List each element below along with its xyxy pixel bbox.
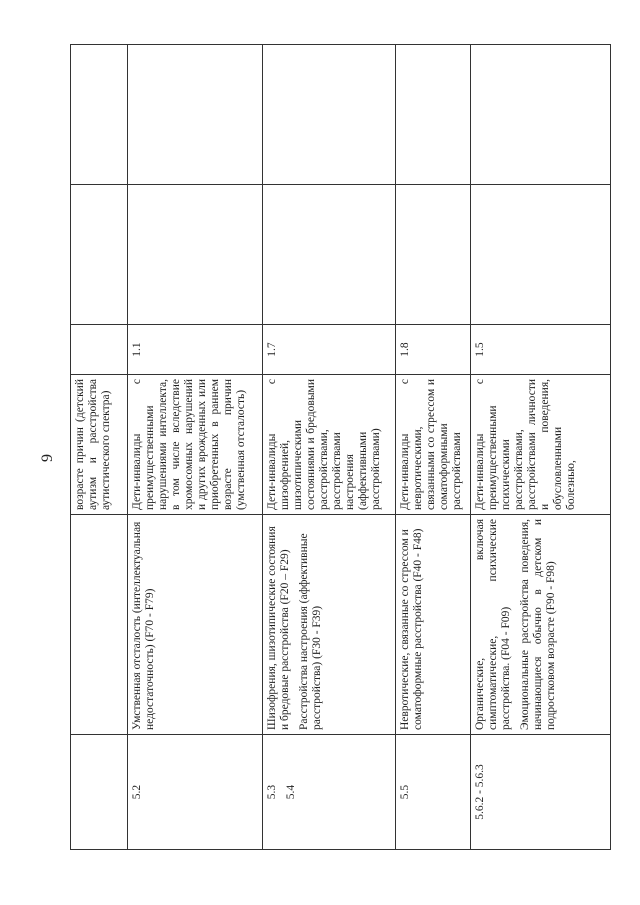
code-cell: 5.2 — [128, 735, 263, 850]
empty-cell — [471, 45, 611, 185]
empty-cell — [71, 185, 128, 325]
table-row — [396, 45, 471, 850]
category-cell: Дети-инвалиды с шизофренией, шизотипическими состояниями и бредовыми расстройствами, расстройствами настроения (аффективными расстройствами) — [263, 375, 396, 515]
diagnosis-text: Шизофрения, шизотипические состояния и бредовые расстройства (F20 – F29) — [266, 526, 291, 730]
code-text: 5.3 — [266, 784, 278, 800]
indicator-cell: 1.8 — [396, 325, 471, 375]
diagnosis-cell — [263, 515, 396, 735]
category-cell: возрасте причин (детский аутизм и расстройства аутистического спектра) — [71, 375, 128, 515]
empty-cell — [128, 185, 263, 325]
page-number: 9 — [39, 454, 56, 462]
empty-cell — [263, 45, 396, 185]
empty-cell — [471, 185, 611, 325]
category-cell: Дети-инвалиды с преимущественными психическими расстройствами, расстройствами личности и поведения, обусловленными болезнью, — [471, 375, 611, 515]
diagnosis-text-b: Расстройства настроения (аффективные расстройства) (F30 - F39) — [298, 533, 323, 730]
empty-cell — [128, 45, 263, 185]
category-cell: Дети-инвалиды с невротическими, связанными со стрессом и соматоформными расстройствами — [396, 375, 471, 515]
empty-cell — [396, 185, 471, 325]
code-cell: 5.5 — [396, 735, 471, 850]
diagnosis-cell — [71, 515, 128, 735]
empty-cell — [71, 45, 128, 185]
disability-table — [70, 44, 611, 850]
empty-cell — [263, 185, 396, 325]
indicator-cell: 1.1 — [128, 325, 263, 375]
indicator-cell: 1.7 — [263, 325, 396, 375]
diagnosis-cell: Умственная отсталость (интеллектуальная недостаточность) (F70 - F79) — [128, 515, 263, 735]
diagnosis-text: Органические, включая симптоматические, психические расстройства. (F04 - F09) — [474, 519, 512, 730]
table-row — [128, 45, 263, 850]
rotated-table-container — [70, 45, 610, 850]
code-cell — [71, 735, 128, 850]
indicator-cell: 1.5 — [471, 325, 611, 375]
diagnosis-cell — [471, 515, 611, 735]
table-row — [263, 45, 396, 850]
code-text-b: 5.4 — [285, 784, 297, 800]
diagnosis-text-b: Эмоциональные расстройства поведения, начинающиеся обычно в детском и подростковом возрасте (F90 - F98) — [519, 519, 557, 730]
indicator-cell — [71, 325, 128, 375]
diagnosis-cell: Невротические, связанные со стрессом и соматоформные расстройства (F40 - F48) — [396, 515, 471, 735]
empty-cell — [396, 45, 471, 185]
table-row — [71, 45, 128, 850]
category-cell: Дети-инвалиды с преимущественными нарушениями интеллекта, в том числе вследствие хромосомных нарушений и других врожденных или приобретенных в раннем возрасте причин (умственная отсталость) — [128, 375, 263, 515]
code-cell: 5.6.2 - 5.6.3 — [471, 735, 611, 850]
table-row — [471, 45, 611, 850]
code-cell — [263, 735, 396, 850]
